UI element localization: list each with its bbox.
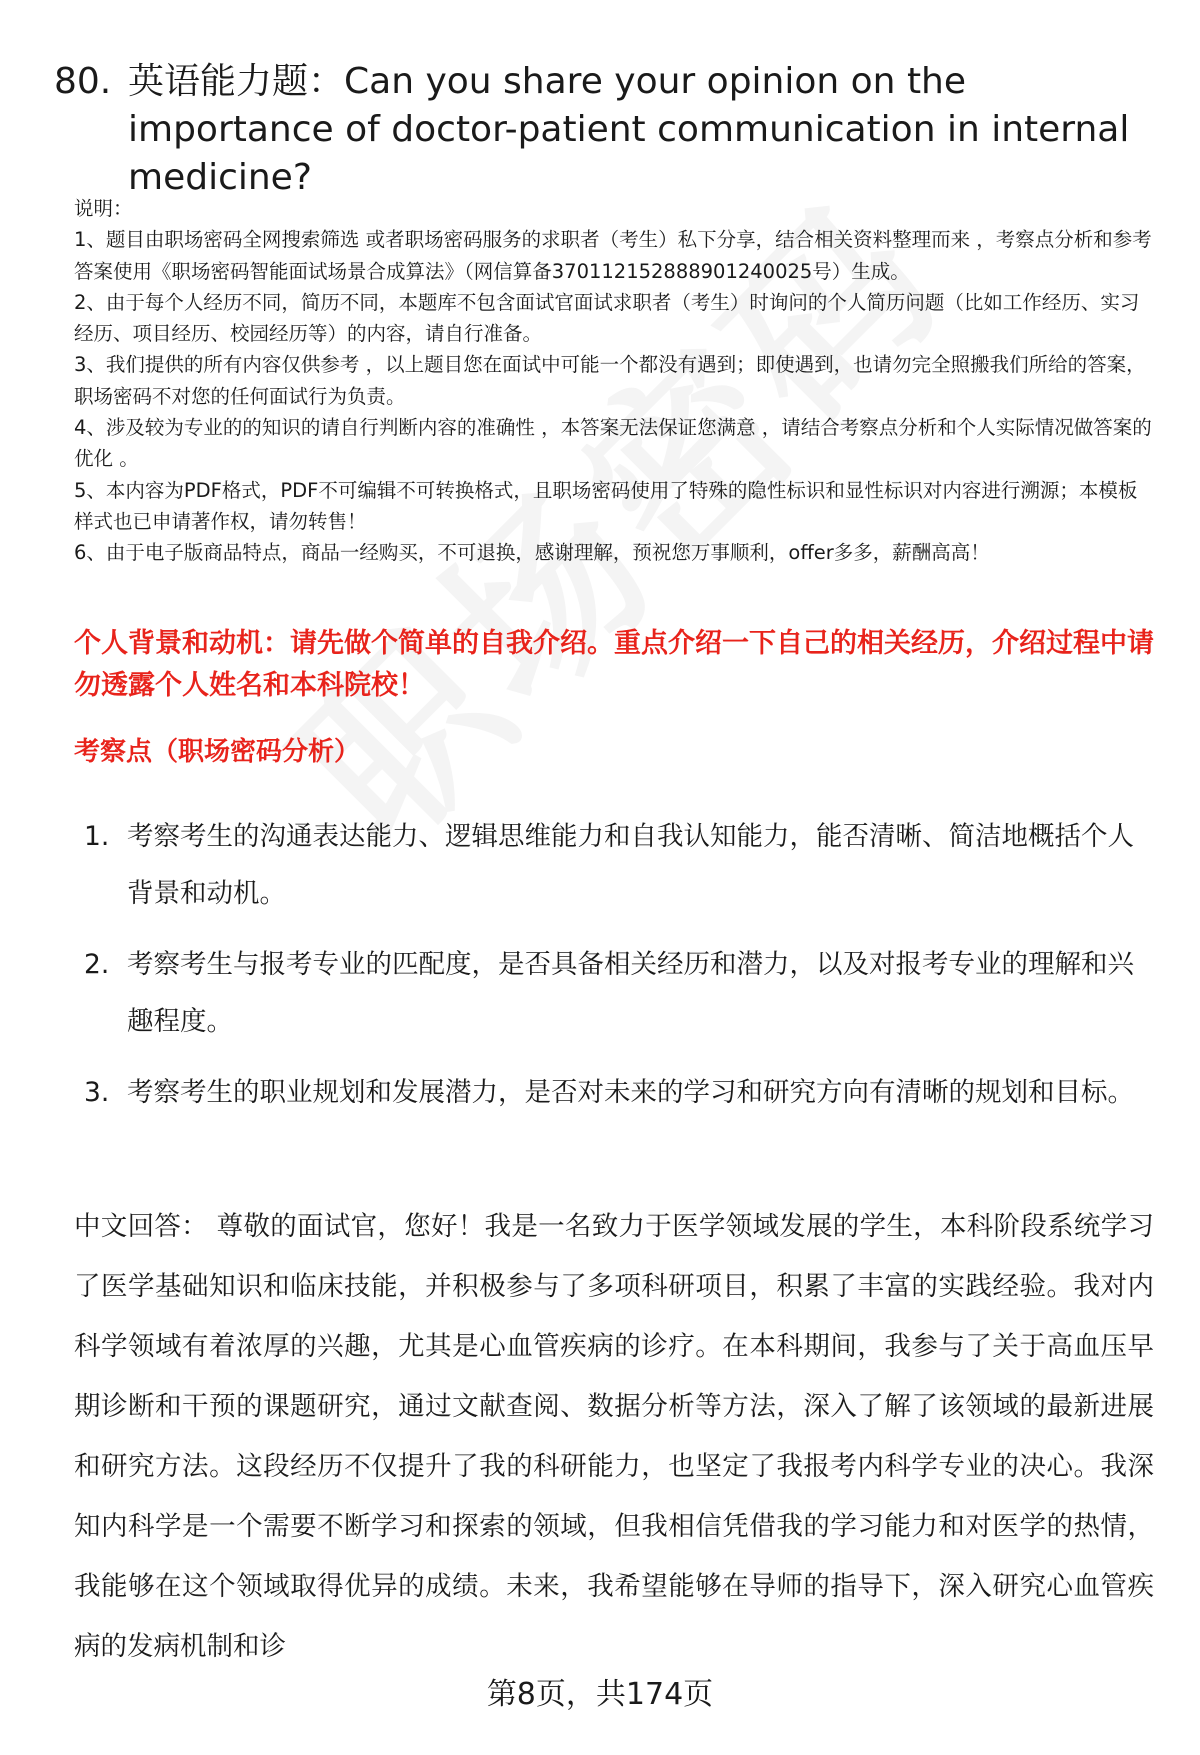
motivation-heading: 个人背景和动机：请先做个简单的自我介绍。重点介绍一下自己的相关经历，介绍过程中请勿透露个人姓名和本科院校！ (74, 628, 1154, 701)
point-text: 考察考生的职业规划和发展潜力，是否对未来的学习和研究方向有清晰的规划和目标。 (127, 1077, 1134, 1108)
analysis-heading: 考察点（职场密码分析） (74, 737, 361, 767)
question-title (54, 58, 1154, 202)
note-item: 3、我们提供的所有内容仅供参考 ，以上题目您在面试中可能一个都没有遇到；即使遇到，也请勿完全照搬我们所给的答案，职场密码不对您的任何面试行为负责。 (74, 353, 1146, 408)
note-item: 6、由于电子版商品特点，商品一经购买，不可退换，感谢理解，预祝您万事顺利，offer多多，薪酬高高！ (74, 541, 990, 565)
answer-paragraph: 中文回答： 尊敬的面试官，您好！我是一名致力于医学领域发展的学生，本科阶段系统学习了医学基础知识和临床技能，并积极参与了多项科研项目，积累了丰富的实践经验。我对内科学领域有着浓厚的兴趣，尤其是心血管疾病的诊疗。在本科期间，我参与了关于高血压早期诊断和干预的课题研究，通过文献查阅、数据分析等方法，深入了解了该领域的最新进展和研究方法。这段经历不仅提升了我的科研能力，也坚定了我报考内科学专业的决心。我深知内科学是一个需要不断学习和探索的领域，但我相信凭借我的学习能力和对医学的热情，我能够在这个领域取得优异的成绩。未来，我希望能够在导师的指导下，深入研究心血管疾病的发病机制和诊 (74, 1211, 1154, 1662)
note-item: 2、由于每个人经历不同，简历不同，本题库不包含面试官面试求职者（考生）时询问的个人简历问题（比如工作经历、实习经历、项目经历、校园经历等）的内容，请自行准备。 (74, 290, 1140, 346)
point-text: 考察考生与报考专业的匹配度，是否具备相关经历和潜力，以及对报考专业的理解和兴趣程度。 (127, 949, 1134, 1037)
list-item (84, 1064, 1154, 1121)
list-item (84, 808, 1154, 922)
notes-heading: 说明： (74, 197, 133, 220)
point-number: 3. (84, 1077, 110, 1108)
note-item: 1、题目由职场密码全网搜索筛选 或者职场密码服务的求职者（考生）私下分享，结合相关资料整理而来 ，考察点分析和参考答案使用《职场密码智能面试场景合成算法》（网信算备370112152888901240025号）生成。 (74, 228, 1152, 283)
point-text: 考察考生的沟通表达能力、逻辑思维能力和自我认知能力，能否清晰、简洁地概括个人背景和动机。 (127, 821, 1134, 909)
notes-section (74, 193, 1154, 569)
analysis-points (84, 808, 1154, 1135)
note-item: 4、涉及较为专业的的知识的请自行判断内容的准确性 ，本答案无法保证您满意 ，请结合考察点分析和个人实际情况做答案的优化 。 (74, 416, 1152, 471)
page-footer: 第8页，共174页 (486, 1677, 714, 1712)
point-number: 1. (84, 821, 110, 852)
question-text: 英语能力题：Can you share your opinion on the importance of doctor-patient communication in internal medicine? (128, 61, 1130, 198)
note-item: 5、本内容为PDF格式，PDF不可编辑不可转换格式，且职场密码使用了特殊的隐性标识和显性标识对内容进行溯源；本模板样式也已申请著作权，请勿转售！ (74, 478, 1138, 533)
list-item (84, 936, 1154, 1050)
question-number: 80. (54, 61, 112, 102)
point-number: 2. (84, 949, 110, 980)
